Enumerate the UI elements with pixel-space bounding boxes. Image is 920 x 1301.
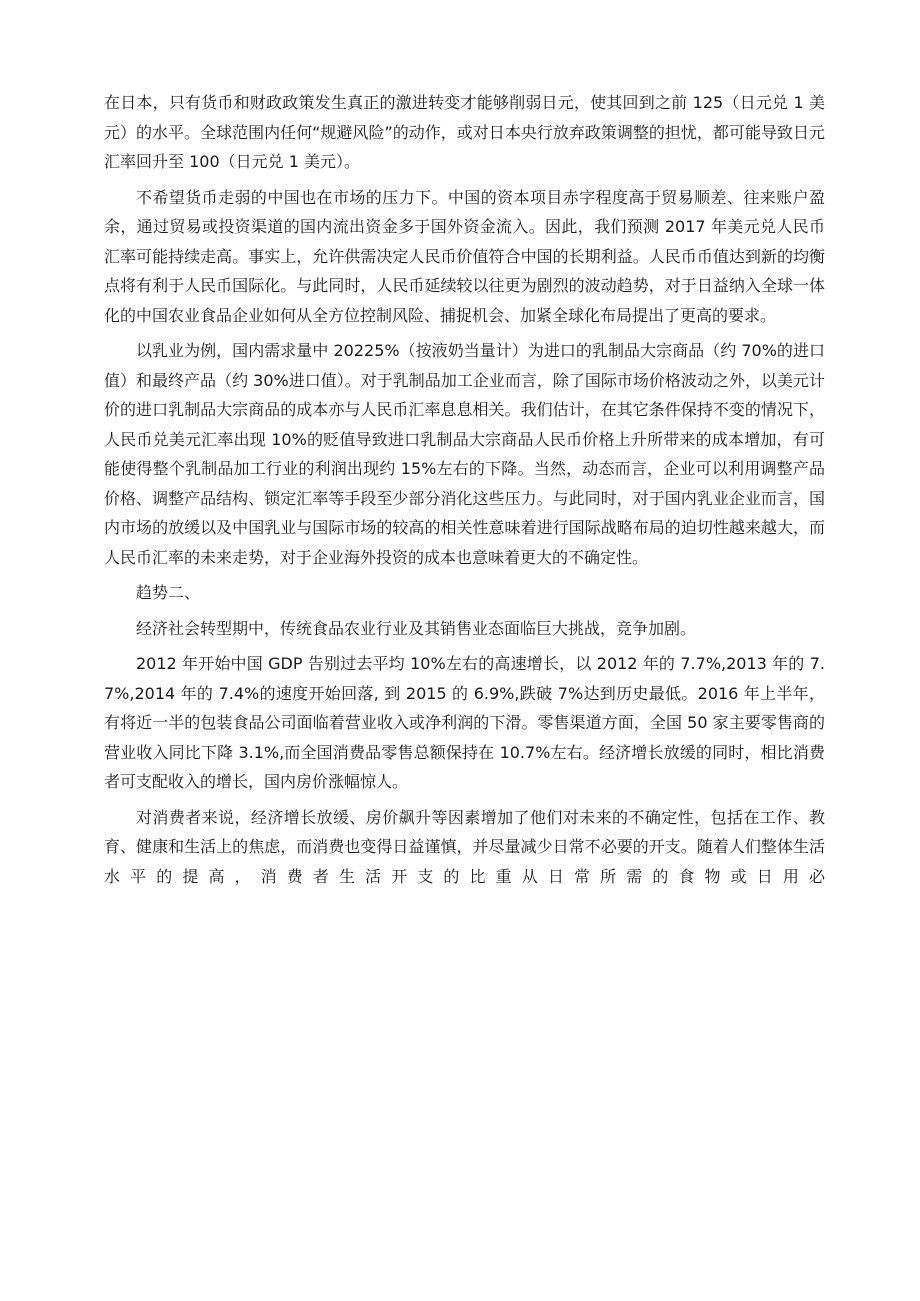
paragraph-yen-policy: 在日本，只有货币和财政政策发生真正的激进转变才能够削弱日元，使其回到之前 125（日元兑 1 美元）的水平。全球范围内任何“规避风险”的动作，或对日本央行放弃政策调整的担忧，都可能导致日元汇率回升至 100（日元兑 1 美元）。 [104,93,825,171]
paragraph-china-capital: 不希望货币走弱的中国也在市场的压力下。中国的资本项目赤字程度高于贸易顺差、往来账户盈余，通过贸易或投资渠道的国内流出资金多于国外资金流入。因此，我们预测 2017 年美元兑人民币汇率可能持续走高。事实上，允许供需决定人民币价值符合中国的长期利益。人民币币值达到新的均衡点将有利于人民币国际化。与此同时，人民币延续较以往更为剧烈的波动趋势，对于日益纳入全球一体化的中国农业食品企业如何从全方位控制风险、捕捉机会、加紧全球化布局提出了更高的要求。 [104,187,825,325]
paragraph-transition-challenge: 经济社会转型期中，传统食品农业行业及其销售业态面临巨大挑战，竞争加剧。 [136,618,697,638]
paragraph-dairy-example: 以乳业为例，国内需求量中 20225%（按液奶当量计）为进口的乳制品大宗商品（约 70%的进口值）和最终产品（约 30%进口值）。对于乳制品加工企业而言，除了国际市场价格波动之外，以美元计价的进口乳制品大宗商品的成本亦与人民币汇率息息相关。我们估计，在其它条件保持不变的情况下，人民币兑美元汇率出现 10%的贬值导致进口乳制品大宗商品人民币价格上升所带来的成本增加，有可能使得整个乳制品加工行业的利润出现约 15%左右的下降。当然，动态而言，企业可以利用调整产品价格、调整产品结构、锁定汇率等手段至少部分消化这些压力。与此同时，对于国内乳业企业而言，国内市场的放缓以及中国乳业与国际市场的较高的相关性意味着进行国际战略布局的迫切性越来越大，而人民币汇率的未来走势，对于企业海外投资的成本也意味着更大的不确定性。 [104,341,825,567]
paragraph-consumer-uncertainty: 对消费者来说，经济增长放缓、房价飙升等因素增加了他们对未来的不确定性，包括在工作、教育、健康和生活上的焦虑，而消费也变得日益谨慎，并尽量减少日常不必要的开支。随着人们整体生活水平的提高，消费者生活开支的比重从日常所需的食物或日用必 [104,807,825,886]
paragraph-gdp-growth: 2012 年开始中国 GDP 告别过去平均 10%左右的高速增长，以 2012 年的 7.7%,2013 年的 7.7%,2014 年的 7.4%的速度开始回落, 到 2015 的 6.9%,跌破 7%达到历史最低。2016 年上半年，有将近一半的包装食品公司面临着营业收入或净利润的下滑。零售渠道方面，全国 50 家主要零售商的营业收入同比下降 3.1%,而全国消费品零售总额保持在 10.7%左右。经济增长放缓的同时，相比消费者可支配收入的增长，国内房价涨幅惊人。 [104,654,825,791]
document-page [104,88,825,897]
section-heading-trend-two: 趋势二、 [136,583,201,602]
